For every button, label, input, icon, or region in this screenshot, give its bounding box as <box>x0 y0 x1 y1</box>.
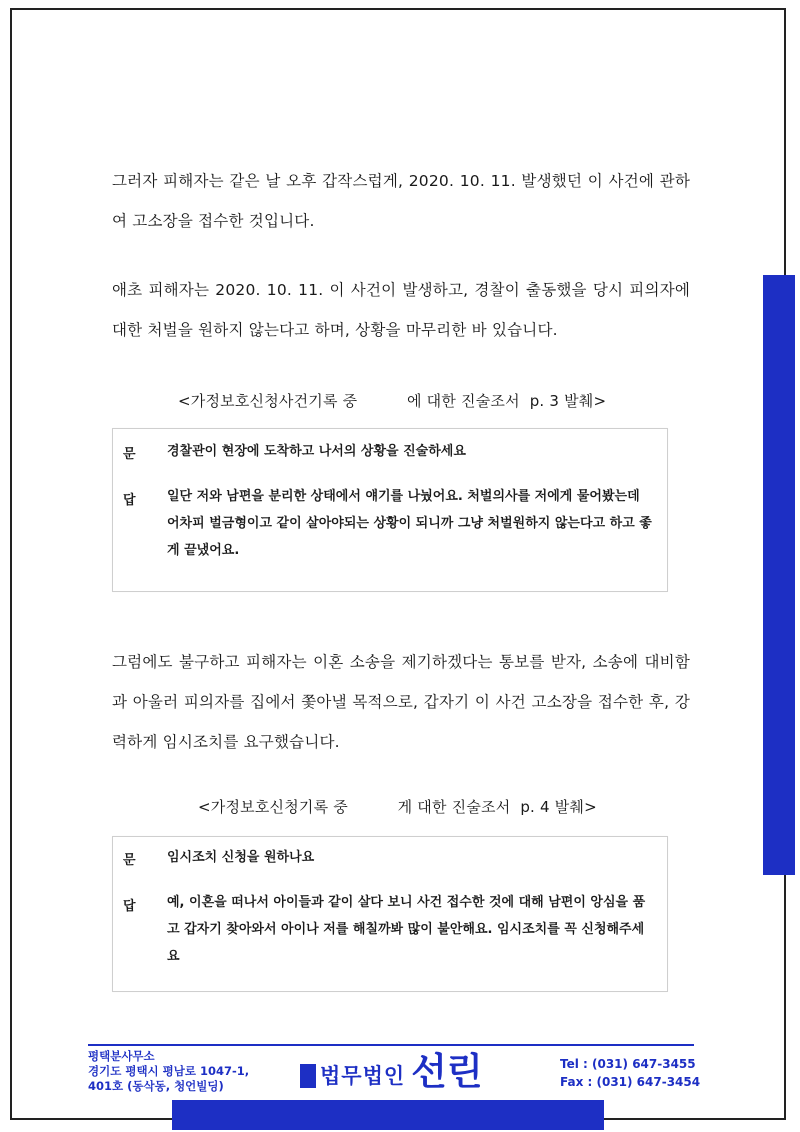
footer-address-block <box>88 1049 249 1094</box>
answer-label: 답 <box>123 899 136 914</box>
footer-contact <box>560 1055 700 1091</box>
question-label: 문 <box>123 447 136 462</box>
bottom-accent-bar <box>172 1100 604 1130</box>
question-text: 임시조치 신청을 원하나요 <box>167 850 315 865</box>
fax: Fax : (031) 647-3454 <box>560 1075 701 1089</box>
paragraph-3: 그럼에도 불구하고 피해자는 이혼 소송을 제기하겠다는 통보를 받자, 소송에 대비함과 아울러 피의자를 집에서 쫓아낼 목적으로, 갑자기 이 사건 고소장을 접수한 후, 강력하게 임시조치를 요구했습니다. <box>112 653 690 751</box>
question-text: 경찰관이 현장에 도착하고 나서의 상황을 진술하세요 <box>167 444 466 459</box>
office-name: 평택분사무소 <box>88 1049 155 1063</box>
firm-name: 선린 <box>411 1050 483 1093</box>
logo-mark-icon <box>300 1064 316 1088</box>
address-line-1: 경기도 평택시 평남로 1047-1, <box>88 1064 250 1078</box>
caption-1: <가정보호신청사건기록 중 에 대한 진술조서 p. 3 발췌> <box>178 392 607 410</box>
address-line-2: 401호 (동삭동, 청언빌딩) <box>88 1079 224 1093</box>
qa-box-2 <box>112 836 668 992</box>
caption-2: <가정보호신청기록 중 게 대한 진술조서 p. 4 발췌> <box>198 798 597 816</box>
qa-box-1 <box>112 428 668 592</box>
telephone: Tel : (031) 647-3455 <box>560 1057 696 1071</box>
question-label: 문 <box>123 853 136 868</box>
answer-label: 답 <box>123 493 136 508</box>
paragraph-1: 그러자 피해자는 같은 날 오후 갑작스럽게, 2020. 10. 11. 발생했던 이 사건에 관하여 고소장을 접수한 것입니다. <box>112 172 690 230</box>
firm-logo <box>300 1050 483 1094</box>
paragraph-2: 애초 피해자는 2020. 10. 11. 이 사건이 발생하고, 경찰이 출동했을 당시 피의자에 대한 처벌을 원하지 않는다고 하며, 상황을 마무리한 바 있습니다. <box>112 281 690 339</box>
answer-text: 예, 이혼을 떠나서 아이들과 같이 살다 보니 사건 접수한 것에 대해 남편이 앙심을 품고 갑자기 찾아와서 아이나 저를 해칠까봐 많이 불안해요. 임시조치를 꼭 신청해주세요 <box>167 895 646 964</box>
side-accent-bar <box>763 275 795 875</box>
answer-text: 일단 저와 남편을 분리한 상태에서 얘기를 나눴어요. 처벌의사를 저에게 물어봤는데 어차피 벌금형이고 같이 살아야되는 상황이 되니까 그냥 처벌원하지 않는다고 하고 좋게 끝냈어요. <box>167 489 652 558</box>
firm-type: 법무법인 <box>320 1064 406 1088</box>
footer-divider <box>88 1044 694 1046</box>
